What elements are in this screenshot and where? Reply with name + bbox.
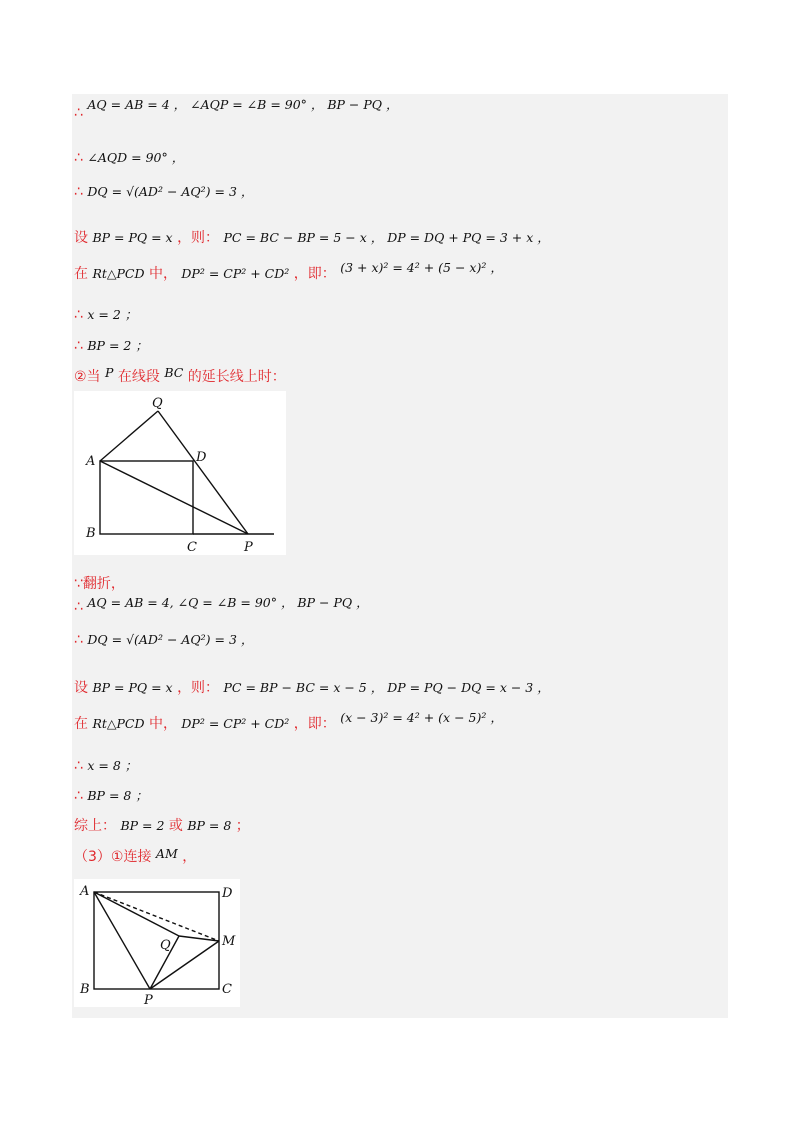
math-variable: BC (164, 365, 184, 380)
label-b: B (86, 526, 96, 541)
math-variable: AM (155, 846, 178, 861)
math-expression: x = 8 ； (87, 758, 138, 773)
segment-aq (100, 411, 158, 461)
text-prefix: 设 (74, 680, 88, 696)
math-expression: (3 + x)² = 4² + (5 − x)² ， (340, 260, 503, 275)
label-a: A (86, 454, 96, 469)
text-prefix: 设 (74, 230, 88, 246)
text-prefix: 在 (74, 266, 88, 282)
math-expression: BP = 8 ； (87, 788, 148, 803)
math-expression: (x − 3)² = 4² + (x − 5)² ， (340, 710, 503, 725)
line-5 (74, 260, 503, 283)
line-12 (74, 677, 550, 697)
text-connector: 或 (168, 818, 183, 834)
math-expression: x = 2 ； (87, 307, 138, 322)
math-expression: Rt△PCD (92, 716, 145, 731)
text-connector: 在线段 (117, 369, 160, 385)
math-expression: AQ = AB = 4 ， ∠AQP = ∠B = 90° ， BP − PQ ， (87, 97, 399, 112)
rectangle-abcd (94, 892, 219, 989)
text-connector: 中， (148, 716, 177, 732)
therefore-symbol: ∴ (74, 184, 83, 200)
text-prefix: 在 (74, 716, 88, 732)
line-7 (74, 336, 148, 354)
line-2 (74, 148, 184, 166)
line-17 (74, 846, 196, 866)
text-prefix: 综上： (74, 818, 116, 834)
segment-ap (100, 461, 248, 534)
label-a: A (80, 884, 90, 899)
text-connector: ，则： (177, 230, 220, 246)
line-3 (74, 182, 253, 200)
text-suffix: ， (182, 849, 197, 865)
rectangle-abcd (100, 461, 193, 534)
math-expression: PC = BP − BC = x − 5 ， DP = PQ − DQ = x − 3 ， (223, 680, 550, 695)
therefore-symbol: ∴ (74, 599, 83, 615)
text-connector: 中， (148, 266, 177, 282)
line-4 (74, 227, 550, 247)
text-connector: ，即： (293, 716, 336, 732)
line-6 (74, 305, 137, 323)
label-d: D (222, 886, 233, 901)
math-expression: BP = 2 ； (87, 338, 148, 353)
math-expression: AQ = AB = 4, ∠Q = ∠B = 90° ， BP − PQ ， (87, 595, 369, 610)
text-suffix: ； (235, 818, 250, 834)
text-connector: ，则： (177, 680, 220, 696)
line-15 (74, 786, 148, 804)
therefore-symbol: ∴ (74, 150, 83, 166)
math-expression: Rt△PCD (92, 266, 145, 281)
text-suffix: 的延长线上时： (187, 369, 286, 385)
math-expression: PC = BC − BP = 5 − x ， DP = DQ + PQ = 3 + x ， (223, 230, 550, 245)
math-expression: DQ = √(AD² − AQ²) = 3 ， (87, 184, 254, 199)
math-expression: BP = 2 (120, 818, 165, 833)
segment-qp (158, 411, 248, 534)
label-p: P (144, 993, 153, 1007)
line-11 (74, 630, 253, 648)
therefore-symbol: ∴ (74, 105, 83, 121)
therefore-symbol: ∴ (74, 307, 83, 323)
segment-am-dashed (94, 892, 219, 941)
label-c: C (222, 982, 232, 997)
math-expression: DP² = CP² + CD² (181, 266, 290, 281)
label-q: Q (160, 938, 171, 953)
line-8 (74, 366, 286, 386)
geometry-diagram-2 (74, 879, 240, 1007)
label-q: Q (152, 396, 163, 411)
line-14 (74, 756, 137, 774)
label-c: C (187, 540, 197, 555)
math-expression: ∠AQD = 90° ， (87, 150, 185, 165)
math-expression: BP = PQ = x (92, 230, 173, 245)
math-expression: DQ = √(AD² − AQ²) = 3 ， (87, 632, 254, 647)
label-d: D (196, 450, 207, 465)
line-10 (74, 597, 369, 615)
math-expression: BP = 8 (187, 818, 232, 833)
math-variable: P (105, 365, 114, 380)
therefore-symbol: ∴ (74, 632, 83, 648)
geometry-diagram-1 (74, 391, 286, 555)
line-13 (74, 710, 503, 733)
math-expression: DP² = CP² + CD² (181, 716, 290, 731)
label-p: P (244, 540, 253, 555)
label-b: B (80, 982, 90, 997)
text-prefix: ②当 (74, 369, 101, 385)
text-connector: ，即： (293, 266, 336, 282)
geometry-figure-2 (74, 879, 240, 1007)
line-1 (74, 97, 399, 121)
label-m: M (222, 934, 236, 949)
therefore-symbol: ∴ (74, 788, 83, 804)
therefore-symbol: ∴ (74, 758, 83, 774)
line-9: ∵翻折， (74, 576, 125, 592)
math-expression: BP = PQ = x (92, 680, 173, 695)
text-prefix: （3）①连接 (74, 849, 152, 865)
geometry-figure-1 (74, 391, 286, 555)
therefore-symbol: ∴ (74, 338, 83, 354)
line-16 (74, 815, 250, 835)
